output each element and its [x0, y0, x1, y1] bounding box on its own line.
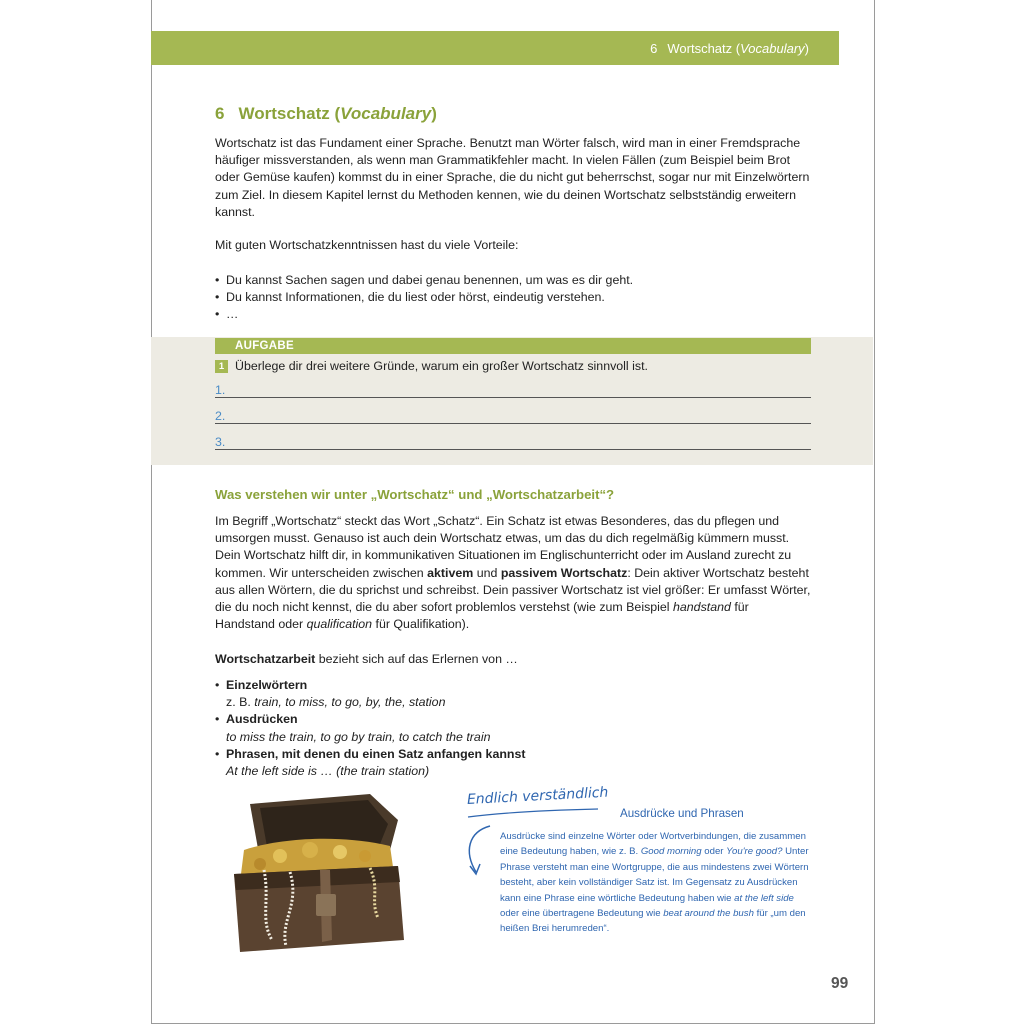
list-item-label: Einzelwörtern: [226, 678, 308, 692]
box-title: Endlich verständlich: [466, 784, 609, 808]
intro-paragraph: Wortschatz ist das Fundament einer Sprache. Benutzt man Wörter falsch, wird man in einer Fremdsprache häufiger missverstanden, als wenn man Grammatikfehler macht. In vielen Fällen (zum Beispiel beim Brot oder Gemüse kaufen) kommst du in einer Sprache, die du nicht gut beherrschst, sogar nur mit Einzelwörtern zum Ziel. In diesem Kapitel lernst du Methoden kennen, wie du deinen Wortschatz selbstständig erweitern kannst.: [215, 136, 810, 219]
section-subtitle: Vocabulary: [340, 104, 432, 123]
task-question-text: Überlege dir drei weitere Gründe, warum ein großer Wortschatz sinnvoll ist.: [235, 359, 648, 373]
box-text: für „um den heißen Brei herumreden“.: [500, 908, 806, 935]
header-chapter-number: 6: [650, 40, 658, 56]
term-passive: passivem Wortschatz: [500, 565, 628, 580]
box-text: Unter Phrase versteht man eine Wortgruppe, die aus mindestens zwei Wörtern besteht, aber kein vollständiger Satz ist. Im Gegensatz zu Ausdrücken kann eine Phrase eine wörtliche Bedeutung haben wie: [500, 846, 809, 904]
advantages-list: [215, 272, 811, 324]
box-example: You're good?: [726, 846, 783, 858]
box-heading: Ausdrücke und Phrasen: [620, 807, 744, 820]
box-body: [500, 829, 812, 937]
box-example: Good morning: [640, 846, 702, 858]
answer-line-number: 3.: [215, 435, 226, 449]
box-title-underline: [466, 808, 600, 820]
box-example: beat around the bush: [663, 908, 754, 920]
list-item: [215, 746, 811, 780]
answer-line-1[interactable]: [215, 384, 811, 398]
definition-paragraph: [215, 513, 811, 633]
section-number: 6: [215, 104, 225, 123]
work-list: [215, 677, 811, 780]
list-item-label: Phrasen, mit denen du einen Satz anfangen kannst: [226, 746, 526, 761]
chapter-header-band: 6 Wortschatz ( Vocabulary ): [151, 31, 839, 65]
example-prefix: z. B.: [226, 695, 255, 710]
list-item-example: to miss the train, to go by train, to catch the train: [226, 729, 491, 744]
page-number: 99: [831, 975, 849, 992]
answer-line-number: 1.: [215, 383, 226, 397]
term-active: aktivem: [427, 565, 474, 580]
answer-line-2[interactable]: [215, 410, 811, 424]
answer-line-3[interactable]: [215, 436, 811, 450]
header-chapter-title: Wortschatz: [667, 40, 733, 56]
header-chapter-subtitle: Vocabulary: [740, 40, 805, 56]
task-label: AUFGABE: [215, 338, 811, 354]
work-paragraph: [215, 651, 811, 668]
list-item: [215, 677, 811, 711]
list-item-label: Ausdrücken: [226, 712, 298, 727]
example-word: handstand: [673, 600, 731, 615]
treasure-chest-image: [220, 790, 412, 958]
box-text: Ausdrücke sind einzelne Wörter oder Wortverbindungen, die zusammen eine Bedeutung haben, wie z. B.: [500, 831, 806, 858]
list-item-example: At the left side is … (the train station): [226, 764, 430, 779]
advantages-lead: Mit guten Wortschatzkenntnissen hast du viele Vorteile:: [215, 238, 519, 252]
box-text: oder: [701, 846, 727, 858]
paragraph-text: und: [473, 565, 501, 580]
subsection-title: Was verstehen wir unter „Wortschatz“ und „Wortschatzarbeit“?: [215, 487, 615, 502]
list-item: • Du kannst Sachen sagen und dabei genau benennen, um was es dir geht.: [215, 272, 811, 289]
paragraph-text: bezieht sich auf das Erlernen von …: [315, 652, 518, 666]
box-text: oder eine übertragene Bedeutung wie: [500, 908, 664, 920]
task-number-badge: 1: [215, 360, 228, 373]
paragraph-text: : Dein aktiver Wortschatz besteht aus allen Wörtern, die du sprichst und schreibst. Dein passiver Wortschatz ist viel größer: Er umfasst Wörter, die du noch nicht kennst, die du aber sofort problemlos verstehst (wie zum Beispiel: [215, 565, 811, 615]
answer-line-number: 2.: [215, 409, 226, 423]
list-item-example: train, to miss, to go, by, the, station: [254, 695, 446, 710]
paragraph-text: für Handstand oder: [215, 600, 749, 632]
list-item: [215, 711, 811, 745]
list-item: • …: [215, 306, 811, 323]
task-question: [215, 359, 648, 373]
paragraph-text: Im Begriff „Wortschatz“ steckt das Wort „Schatz“. Ein Schatz ist etwas Besonderes, das du pflegen und umsorgen musst. Genauso ist auch dein Wortschatz etwas, um das du dich regelmäßig kümmern musst. Dein Wortschatz hilft dir, in kommunikativen Situationen im Englischunterricht oder im Ausland zurecht zu kommen. Wir unterscheiden zwischen: [215, 514, 792, 580]
term-work: Wortschatzarbeit: [215, 652, 316, 666]
curved-arrow-icon: [458, 822, 498, 882]
section-title: 6 Wortschatz (Vocabulary): [215, 104, 437, 123]
example-word: qualification: [306, 617, 373, 632]
box-example: at the left side: [734, 892, 794, 904]
list-item: • Du kannst Informationen, die du liest oder hörst, eindeutig verstehen.: [215, 289, 811, 306]
paragraph-text: für Qualifikation).: [372, 617, 470, 632]
section-title-text: Wortschatz: [238, 104, 330, 123]
